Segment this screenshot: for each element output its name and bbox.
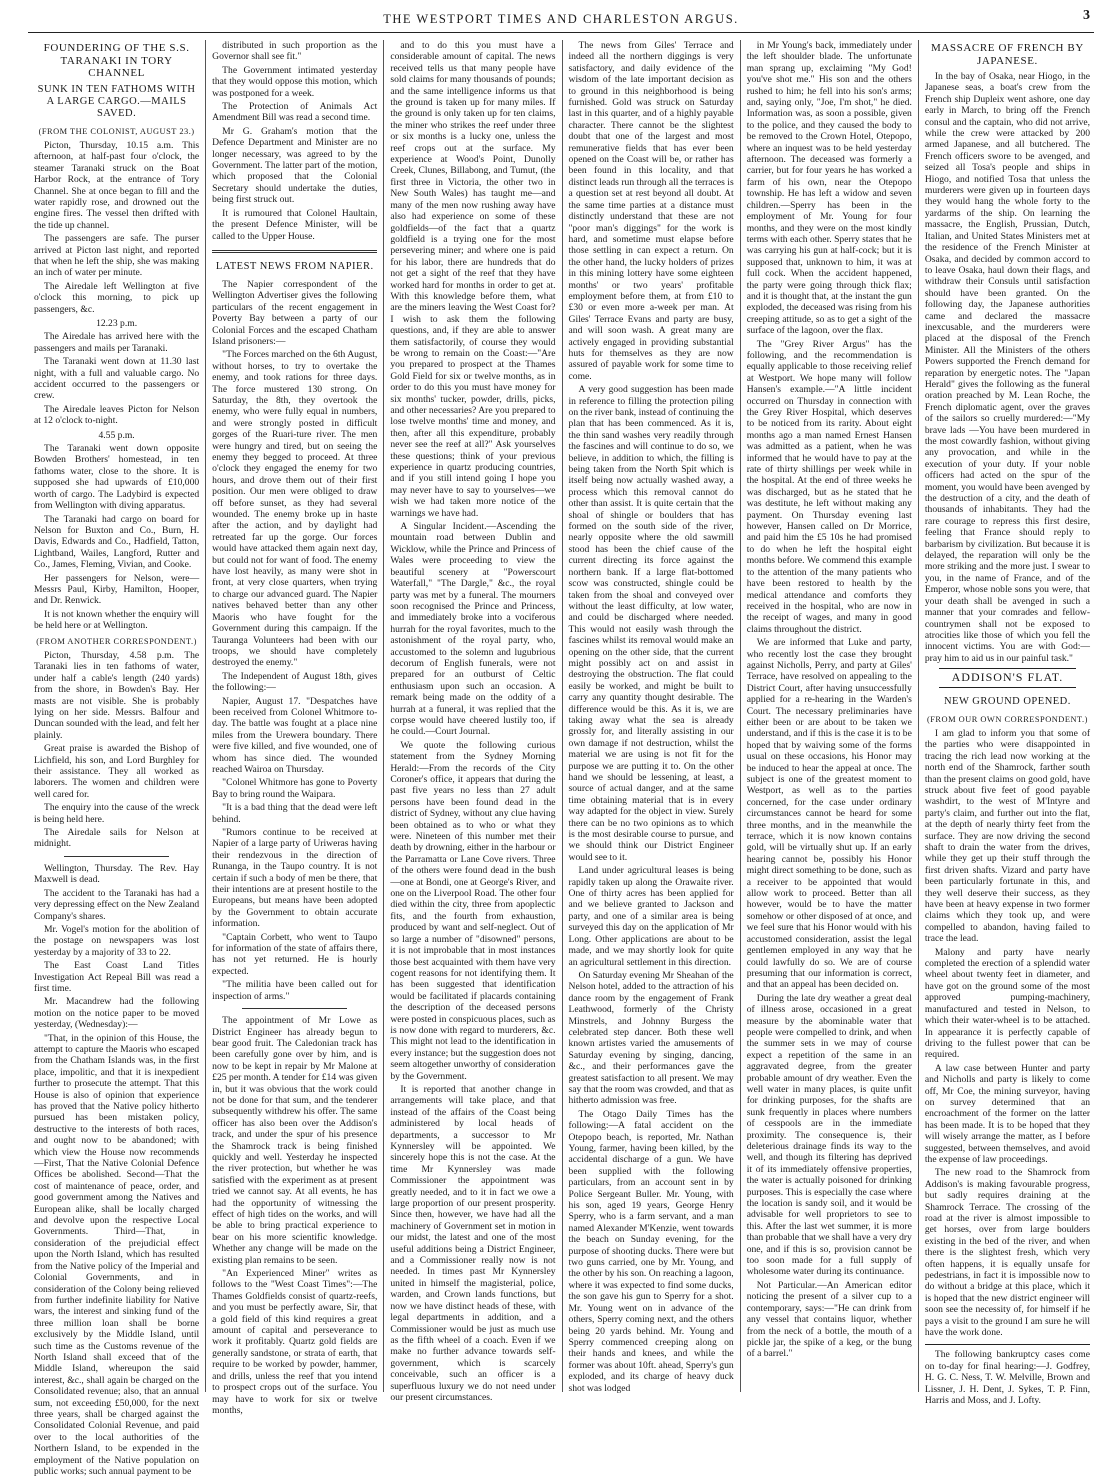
paragraph: The Airedale sails for Nelson at midnight. [34, 827, 200, 850]
column-5 [741, 40, 919, 1392]
paragraph: The Airedale left Wellington at five o'clock this morning, to pick up passengers, &c. [34, 280, 200, 315]
column-2 [206, 40, 384, 1416]
paragraph: The new road to the Shamrock from Addison's is making favourable progress, but sadly requires draining at the Shamrock Terrace. The crossing of the road at the river is almost impossible to get horses, over from large boulders existing in the bed of the river, and when there is the slightest fresh, which very often happens, it is equally unsafe for pedestrians, in fact it is impossible now to do without a bridge at this place, which it is hoped that the new district engineer will soon see the necessity of, for himself if he pays a visit to the ground I am sure he will have the work done. [924, 1167, 1091, 1339]
page-number: 3 [1083, 8, 1090, 23]
paragraph: "The Forces marched on the 6th August, without horses, to try to overtake the enemy, and took rations for three days. The force mustered 130 strong. On Saturday, the 8th, they overtook the enemy, who were fully equal in numbers, and were strongly posted in difficult gorges of the Ruari-ture river. The men were hungry and tired, but on seeing the enemy they begged to proceed. At three o'clock they engaged the enemy for two hours, and drove them out of their first position. Our men were obliged to draw off before sunset, as they had several wounded. The enemy broke up in haste after the action, and by daylight had retreated far up the gorge. Our forces would have attacked them again next day, but could not for want of food. The enemy have lost heavily, as many were shot in front, at very close quarters, when trying to charge our advanced guard. The Napier natives behaved better than any other Maoris who have fought for the Government during this campaign. If the Tauranga Volunteers had been with our troops, we should have completely destroyed the enemy." [212, 349, 378, 669]
paragraph: The Taranaki went down opposite Bowden Brothers' homestead, in ten fathoms water, close to the shore. It is supposed she had upwards of £10,000 worth of cargo. The Ladybird is expected from Wellington with diving apparatus. [34, 443, 200, 512]
article-body [34, 140, 199, 315]
paragraph: The Airedale leaves Picton for Nelson at 12 o'clock to-night. [34, 403, 200, 427]
paragraph: In the bay of Osaka, near Hiogo, in the Japanese seas, a boat's crew from the French ship Dupleix went ashore, one day early in March, to bring off the French consul and the captain, who did not arrive, while the crew were attacked by 200 armed Japanese, and all butchered. The French officers swore to be avenged, and seized all Tosa's people and ships in Hiogo, and notified Tosa that unless the murderers were given up in fourteen days they would hang the whole forty to the yardarms of the ship. On learning the massacre, the English, Prussian, Dutch, Italian, and United States Ministers met at the residence of the French Minister at Osaka, and decided by common accord to to leave Osaka, haul down their flags, and withdraw their Consuls until satisfaction should have been granted. On the following day, the Japanese authorities came and declared the massacre inexcusable, and the murderers were placed at the disposal of the French Minister. All the Ministers of the others Powers supported the French demand for reparation by energetic notes. The "Japan Herald" gives the following as the funeral oration preached by M. Lean Roche, the French diplomatic agent, over the graves of the sailors so cruelly murdered:—"My brave lads —You have been murdered in the most cowardly fashion, without giving any provocation, and while in the execution of your duty. If your noble officers had acted on the spur of the moment, you would have been avenged by the destruction of a city, and the death of thousands of inhabitants. They had the rare courage to repress this first desire, feeling that France should reply to barbarism by civilization. But because it is delayed, the reparation will only be the more striking and the more just. I swear to you, in the name of France, and of the Emperor, whose noble sons you were, that your death shall be avenged in such a manner that your comrades and fellow-countrymen shall not be exposed to atrocities like those of which you fell the innocent victims. You are with God:—pray him to aid us in our painful task." [924, 71, 1091, 664]
paragraph: The Government intimated yesterday that they would oppose this motion, which was postponed for a week. [212, 64, 378, 99]
dateline-own-correspondent: (FROM OUR OWN CORRESPONDENT.) [926, 714, 1088, 724]
subheadline-taranaki: SUNK IN TEN FATHOMS WITH A LARGE CARGO.—MAILS SAVED. [37, 83, 196, 119]
paragraph: "It is a bad thing that the dead were left behind. [212, 802, 378, 825]
paragraph: The Taranaki had cargo on board for Nelson for Buxton and Co., Burn, H. Davis, Edwards and Co., Hadfield, Tatton, Lightband, Wailes, Langford, Rutter and Co., James, Fleming, Vivian, and Cooke. [34, 513, 200, 571]
page-columns [28, 40, 1096, 1477]
bankruptcy-notice [925, 1344, 1090, 1406]
paragraph: It is reported that another change in arrangements will take place, and that instead of the affairs of the Coast being administered by local heads of departments, a successor to Mr Kynnersley will be appointed. We sincerely hope this is not the case. At the time Mr Kynnersley was made Commissioner the appointment was greatly needed, and to it in fact we owe a large proportion of our present prosperity. Since then, however, we have had all the machinery of Government set in motion in our midst, the latest and one of the most useful additions being a District Engineer, and a Commissioner really now is not needed. In times past Mr Kynnersley united in himself the magisterial, police, warden, and Crown lands functions, but now we have distinct heads of these, with legal departments in addition, and a Commissioner would be just as much use as the fifth wheel of a coach. Even if we make no further advance towards self-government, which is scarcely conceivable, such an officer is a superfluous luxury we do not need under our present circumstances. [390, 1083, 556, 1403]
article-body [34, 443, 199, 632]
paragraph: The Airedale has arrived here with the passengers and mails per Taranaki. [34, 331, 200, 354]
paragraph: The Taranaki went down at 11.30 last night, with a full and valuable cargo. No accident occurred to the passengers or crew. [34, 356, 200, 402]
paragraph: and to do this you must have a considerable amount of capital. The news received tells us that many people have sold claims for many thousands of pounds; and the same intelligence informs us that the ground is taken up for many miles. If the ground is only taken up for ten claims, the miner who strikes the reef under three or six months is a lucky one, unless the reef crops out at the surface. My experience at Wood's Point, Dunolly Creek, Clunes, Billabong, and Tumut, (the first three in Victoria, the other two in New South Wales) has taught me—and many of the men now rushing away have also had experience on some of these goldfields—of the fact that a quartz goldfield is a trying one for the most persevering miner; and where one is paid for his labor, there are hundreds that do not get a sight of the reef that they have worked hard for months in order to get at. With this knowledge before them, what are the miners leaving the West Coast for? I wish to ask them the following questions, and, if they are able to answer them satisfactorily, of course they would be wrong to remain on the Coast:—"Are you prepared to prospect at the Thames Gold Field for six or twelve months, as in order to do this you must have money for six months' tucker, powder, drills, picks, and other necessaries? Are you prepared to lose twelve months' time and money, and then, after all this expenditure, probably never see the reef at all?" Ask yourselves these questions; think of your previous experience in quartz producing countries, and if you still intend going I hope you may never have to say to yourselves—we wish we had taken more notice of the warnings we have had. [390, 40, 556, 519]
paragraph: On Saturday evening Mr Sheahan of the Nelson hotel, added to the attraction of his dance room by the engagement of Frank Leathwood, formerly of the Christy Minstrels, and Johnny Burgess the celebrated step dancer. Both these well known artistes varied the amusements of Saturday evening by singing, dancing, &c., and their performances gave the greatest satisfaction to all present. We may say that the room was crowded, and that as hitherto admission was free. [568, 969, 734, 1107]
paragraph: Malony and party have nearly completed the erection of a splendid water wheel about twenty feet in diameter, and have got on the ground some of the most approved pumping-machinery, manufactured and tested in Nelson, to which their water-wheel is to be attached. In appearance it is perfectly capable of driving to the fullest power that can be required. [924, 946, 1091, 1061]
article-body [212, 1015, 377, 1416]
paragraph: Land under agricultural leases is being rapidly taken up along the Orawaite river. One of thirty acres has been applied for and we believe granted to Jackson and party, and one of a similar area is being surveyed this day on the application of Mr Long. Other applications are about to be made, and we may shortly look for quite an agricultural settlement in this direction. [568, 865, 734, 968]
paragraph: The appointment of Mr Lowe as District Engineer has already begun to bear good fruit. The Caledonian track has been carefully gone over by him, and is now to be kept in repair by Mr Malone at £25 per month. A tender for £14 was given in, but it was obvious that the work could not be done for that sum, and the tenderer subsequently withdrew his offer. The same officer has also been over the Addison's track, and under the spur of his presence the Shamrock track is being finished quickly and well. Yesterday he inspected the river protection, but whether he was satisfied with the experiment as at present tried we cannot say. At all events, he has had the opportunity of witnessing the effect of high tides on the works, and will be able to bring practical experience to bear on his more scientific knowledge. Whether any change will be made on the existing plan remains to be seen. [212, 1015, 378, 1266]
paragraph: "Colonel Whitmore has gone to Poverty Bay to bring round the Waipara. [212, 777, 378, 800]
paragraph: The enquiry into the cause of the wreck is being held here. [34, 802, 200, 825]
paragraph: Wellington, Thursday. The Rev. Hay Maxwell is dead. [34, 862, 200, 886]
divider [242, 1008, 347, 1009]
subheadline-new-ground: NEW GROUND OPENED. [943, 695, 1071, 707]
paragraph: I am glad to inform you that some of the parties who were disappointed in tracing the rich lead now working at the north end of the Shamrock, farther south than the present claims on good gold, have struck about five feet of good payable washdirt, to the west of M'Intyre and party's claim, and further out into the flat, at the depth of nearly thirty feet from the surface. They are now driving the second shaft to drain the water from the drives, while they get up their stuff through the first driven shafts. Vizard and party have been particularly fortunate in this, and they well deserve their success, as they have been at heavy expense in two former claims which they took up, and were compelled to abandon, having failed to trace the lead. [924, 727, 1091, 945]
paragraph: "An Experienced Miner" writes as follows to the "West Coast Times":—The Thames Goldfields consist of quartz-reefs, and you must be perfectly aware, Sir, that a gold field of this kind requires a great amount of capital and perseverance to work it profitably. Quartz gold fields are generally sandstone, or strata of earth, that require to be worked by powder, hammer, and drills, unless the reef that you intend to prospect crops out of the surface. You may have to work for six or twelve months, [212, 1268, 378, 1416]
paragraph: The Independent of August 18th, gives the following:— [212, 670, 378, 694]
paragraph: Picton, Thursday, 4.58 p.m. The Taranaki lies in ten fathoms of water, under half a cable's length (240 yards) from the shore, in Bowden's Bay. Her masts are not visible. She is probably lying on her side. Messrs. Balfour and Duncan sounded with the lead, and felt her plainly. [34, 649, 200, 741]
article-body [390, 40, 555, 1403]
article-body [212, 40, 377, 242]
paragraph: The "Grey River Argus" has the following, and the recommendation is equally applicable to those receiving relief at Westport. We hope many will follow Hansen's example.—"A little incident occurred on Thursday in connection with the Grey River Hospital, which deserves to be noticed from its rarity. About eight months ago a man named Ernest Hansen was admitted as a patient, when he was informed that he would have to pay at the rate of thirty shillings per week while in the hospital. At the end of three weeks he was discharged, but as he stated that he was destitute, he left without making any payment. On Thursday evening last however, Hansen called on Dr Morrice, and paid him the £5 10s he had promised to do when he left the hospital eight months before. We commend this example to the attention of the many patients who have been restored to health by the medical attendance and comforts they received in the hospital, who are now in the receipt of wages, and many in good claims throughout the district. [746, 338, 912, 635]
paragraph: "Captain Corbett, who went to Taupo for information of the state of affairs there, has not yet returned. He is hourly expected. [212, 931, 378, 977]
paragraph: We are informed that Luke and party, who recently lost the case they brought against Nicholls, Perry, and party at Giles' Terrace, have resolved on appealing to the District Court, after having unsuccessfully applied for a re-hearing in the Warden's Court. The necessary preliminaries have either been or are about to be taken we understand, and if this is the case it is to be hoped that by waiving some of the forms usual on these occasions, his Honor may be induced to hear the appeal at once. The subject is one of the greatest moment to Westport, as well as to the parties concerned, for the case under ordinary circumstances cannot be heard for some three months, and in the meanwhile the terrace, which it is now known contains gold, will be virtually shut up. If an early hearing cannot be, possibly his Honor might direct something to be done, such as a receiver to be appointed that would allow work to proceed. Better than all however, would be to have the matter somehow or other disposed of at once, and we feel sure that his Honor would with his accustomed consideration, assist the legal gentlemen employed in any way that he could lawfully do so. We are of course presuming that our information is correct, and that an appeal has been decided on. [746, 637, 912, 991]
paragraph: Not Particular.—An American editor noticing the present of a silver cup to a contemporary, says:—"He can drink from any vessel that contains liquor, whether from the neck of a bottle, the mouth of a pickle jar, the spike of a keg, or the bung of a barrel." [746, 1279, 912, 1360]
paragraph: We quote the following curious statement from the Sydney Morning Herald:—From the records of the City Coroner's office, it appears that during the past five years no less than 27 adult persons have been found dead in the district of Sydney, without any clue having been obtained as to who or what they were. Nineteen of this number met their death by drowning, either in the harbour or the Parramatta or Lane Cove rivers. Three of the others were found dead in the bush—one at Bondi, one at George's River, and one on the Liverpool Road. The other four died within the city, three from apoplectic fits, and the fourth from exhaustion, produced by want and self-neglect. Out of so large a number of "disowned" persons, it is not improbable that in most instances those best acquainted with them have very cogent reasons for not identifying them. It has been suggested that identification would be facilitated if placards containing the description of the deceased persons were posted in conspicuous places, such as is now done with regard to murderers, &c. This might not lead to the identification in every instance; but the suggestion does not seem altogether unworthy of consideration by the Government. [390, 739, 556, 1082]
article-body [925, 71, 1090, 664]
column-6 [919, 40, 1096, 1407]
dateline-time: 12.23 p.m. [96, 318, 138, 329]
paragraph: The Napier correspondent of the Wellington Advertiser gives the following particulars of the recent engagement in Poverty Bay between a party of our Colonial Forces and the escaped Chatham Island prisoners:— [212, 278, 378, 347]
article-body [925, 728, 1090, 1339]
divider [64, 856, 169, 857]
paragraph: Mr G. Graham's motion that the Defence Department and Minister are no longer necessary, was agreed to by the Government. The latter part of the motion, which proposed that the Colonial Secretary should undertake the duties, being first struck out. [212, 125, 378, 206]
paragraph: Mr. Vogel's motion for the abolition of the postage on newspapers was lost yesterday by a majority of 33 to 22. [34, 923, 200, 958]
paragraph: distributed in such proportion as the Governor shall see fit." [212, 40, 378, 63]
paragraph: During the late dry weather a great deal of illness arose, occasioned in a great measure by the abominable water that people were compelled to drink, and when the summer sets in we may of course expect a repetition of the same in an aggravated degree, from the greater probable amount of dry weather. Even the well water in many places, is quite unfit for drinking purposes, for the shafts are sunk frequently in places where numbers of cesspools are in the immediate proximity. The consequence is, their deleterious drainage finds its way to the well, and though its filtering has deprived it of its immediately offensive properties, the water is actually poisoned for drinking purposes. This is especially the case where the location is sandy soil, and it would be advisable for well proprietors to see to this. After the last wet summer, it is more than probable that we shall have a very dry one, and if this is so, provision cannot be too soon made for a full supply of wholesome water during its continuance. [746, 992, 912, 1278]
article-body [925, 1349, 1090, 1406]
masthead [28, 6, 1094, 33]
article-body [34, 863, 199, 1477]
paragraph: The following bankruptcy cases come on to-day for final hearing:—J. Godfrey, H. G. C. Ness, T. W. Melville, Brown and Lissner, J. H. Dent, J. Sykes, T. P. Finn, Harris and Moss, and J. Lofty. [924, 1349, 1091, 1407]
paragraph: Great praise is awarded the Bishop of Lichfield, his son, and Lord Burghley for their assistance. They all worked as laborers. The women and children were well cared for. [34, 743, 200, 800]
dateline-time: 4.55 p.m. [98, 429, 135, 441]
paragraph: The Protection of Animals Act Amendment Bill was read a second time. [212, 101, 378, 124]
headline-addisons-flat: ADDISON'S FLAT. [939, 668, 1076, 687]
paragraph: Napier, August 17. "Despatches have been received from Colonel Whitmore to-day. The battle was fought at a place nine miles from the Urewera boundary. There were five killed, and five wounded, one of whom has since died. The wounded reached Wairoa on Thursday. [212, 695, 378, 775]
paragraph: It is rumoured that Colonel Haultain, the present Defence Minister, will be called to the Upper House. [212, 207, 378, 242]
article-body [569, 40, 734, 1394]
column-3 [384, 40, 562, 1403]
paragraph: Her passengers for Nelson, were—Messrs Paul, Kirby, Hamilton, Hooper, and Dr. Renwick. [34, 572, 200, 607]
paragraph: "The militia have been called out for inspection of arms." [212, 979, 378, 1002]
article-body [34, 650, 199, 850]
article-body [212, 279, 377, 1002]
paragraph: Picton, Thursday, 10.15 a.m. This afternoon, at half-past four o'clock, the steamer Taranaki struck on the Boat Harbor Rock, at the entrance of Tory Channel. She at once began to fill and the water rapidly rose, and drowned out the engine fires. The vessel then drifted with the tide up channel. [34, 139, 200, 231]
dateline-colonist: (FROM THE COLONIST, AUGUST 23.) [38, 126, 195, 136]
paragraph: in Mr Young's back, immediately under the left shoulder blade. The unfortunate man sprang up, exclaiming "My God! you've shot me." His son and the others rushed to him; he fell into his son's arms; and, saying only, "Joe, I'm shot," he died. Information was, as soon a possible, given to the police, and they caused the body to be removed to the Crown Hotel, Otepopo, where an inquest was to be held yesterday afternoon. The deceased was formerly a carrier, but for four years he has worked a farm of his own, near the Otepopo township. He has left a widow and seven children.—Sperry has been in the employment of Mr. Young for four months, and they were on the most kindly terms with each other. Sperry states that he was carrying his gun at half-cock; but it is supposed that, unknown to him, it was at full cock. When the accident happened, the party were going through thick flax; and it is thought that, at the instant the gun exploded, the deceased was rising from his creeping attitude, so as to get a sight of the surface of the lagoon, over the flax. [746, 40, 912, 337]
newspaper-title: THE WESTPORT TIMES AND CHARLESTON ARGUS. [383, 12, 739, 26]
paragraph: The Otago Daily Times has the following:—A fatal accident on the Otepopo beach, is reported, Mr. Nathan Young, farmer, having been killed, by the accidental discharge of a gun. We have been supplied with the following particulars, from an account sent in by Police Sergeant Buller. Mr. Young, with his son, aged 19 years, George Henry Sperry, who is a farm servant, and a man named Alexander M'Kenzie, went towards the beach on Sunday evening, for the purpose of shooting ducks. There were but two guns carried, one by Mr. Young, and the other by his son. On reaching a lagoon, where it was expected to find some ducks, the son gave his gun to Sperry for a shot. Mr. Young went on in advance of the others, Sperry coming next, and the others being 20 yards behind. Mr. Young and Sperry commenced creeping along on their hands and knees, and while the former was about 10ft. ahead, Sperry's gun exploded, and its charge of heavy duck shot was lodged [568, 1108, 734, 1394]
paragraph: "That, in the opinion of this House, the attempt to capture the Maoris who escaped from the Chatham Islands was, in the first place, impolitic, and that it is inexpedient further to prosecute the attempt. That this House is also of opinion that experience has proved that the Native policy hitherto pursued has been mistaken policy, destructive to the interests of both races, and ought now to be abandoned; with which view the House now recommends—First, That the Native Colonial Defence Offices be abolished. Second—That the cost of maintenance of peace, order, and good government among the Natives and European alike, shall be locally charged and devolve upon the respective Local Governments. Third—That, in consideration of the prejudicial effect upon the North Island, which has resulted from the Native policy of the Imperial and Colonial Governments, and in consideration of the Colony being relieved from further indefinite liability for Native wars, the interest and sinking fund of the three million loan shall be borne exclusively by the Middle Island, until such time as the Customs revenue of the North Island shall exceed that of the Middle Island, whereupon the said interest, &c., shall again be charged on the Consolidated revenue; also, that an annual sum, not exceeding £50,000, for the next three years, shall be charged against the Consolidated Colonial Revenue, and paid over to the local authorities of the Northern Island, to be expended in the employment of the Native population on public works; such annual payment to be [34, 1032, 200, 1477]
paragraph: The passengers are safe. The purser arrived at Picton last night, and reported that when he left the ship, she was making an inch of water per minute. [34, 233, 200, 279]
paragraph: Mr. Macandrew had the following motion on the notice paper to be moved yesterday, (Wednesday):— [34, 996, 200, 1031]
paragraph: A Singular Incident.—Ascending the mountain road between Dublin and Wicklow, while the Prince and Princess of Wales were proceeding to view the beautiful scenery at "Powerscourt Waterfall," "The Dargle," &c., the royal party was met by a funeral. The mourners soon recognised the Prince and Princess, and immediately broke into a vociferous hurrah for the royal favorites, much to the astonishment of the royal party, who, accustomed to the solemn and lugubrious decorum of English funerals, were not prepared for an outburst of Celtic enthusiasm upon such an occasion. A remark being made on the oddity of a hurrah at a funeral, it was replied that the corpse would have cheered lustily too, if he could.—Court Journal. [390, 521, 556, 738]
column-1 [28, 40, 206, 1477]
column-4 [563, 40, 741, 1392]
article-body [34, 331, 199, 426]
paragraph: It is not known whether the enquiry will be held here or at Wellington. [34, 608, 200, 632]
paragraph: "Rumors continue to be received at Napier of a large party of Uriweras having their rendezvous in the direction of Runanga, in the Taupo country. It is not certain if such a body of men be there, that their intentions are at present hostile to the Europeans, but means have been adopted by the Government to obtain accurate information. [212, 827, 378, 930]
divider [212, 250, 377, 253]
article-body [747, 40, 912, 1360]
headline-napier: LATEST NEWS FROM NAPIER. [215, 260, 374, 272]
headline-massacre: MASSACRE OF FRENCH BY JAPANESE. [931, 42, 1084, 67]
headline-taranaki: FOUNDERING OF THE S.S. TARANAKI IN TORY CHANNEL [43, 42, 190, 79]
paragraph: The East Coast Land Titles Investigation Act Repeal Bill was read a first time. [34, 960, 200, 994]
paragraph: A very good suggestion has been made in reference to filling the protection piling on the river bank, instead of continuing the plan that has been commenced. As it is, the thin sand washes very readily through the fascines and will continue to do so, we believe, in addition to which, the filling is being taken from the North Spit which is itself being now actually washed away, a process which this removal cannot do other than assist. It is quite certain that the shoal of shingle or boulders that has formed on the south side of the river, nearly opposite where the old sawmill stood has been the chief cause of the current directing its force against the northern bank. If a large flat-bottomed scow was constructed, shingle could be taken from the shoal and conveyed over without the least difficulty, at low water, and could be discharged where needed. This would not easily wash through the fascines whilst its removal would make an opening on the other side, that the current might possibly act on and assist in destroying the obstruction. The flat could easily be worked, and might be built to carry any quantity thought desirable. The difference would be this. As it is, we are taking away what the sea is already grossly for, and literally assisting in our own damage if not destruction, whilst the material we are using is not fit for the purpose we are putting it to. On the other hand we should be lessening, at least, a source of actual danger, and at the same time obtaining material that is in every way adapted for the object in view. Surely there can be no two opinions as to which is the most desirable course to pursue, and we should think our District Engineer would see to it. [568, 384, 734, 863]
paragraph: A law case between Hunter and party and Nicholls and party is likely to come off, Mr Coe, the mining surveyor, having on survey determined that an encroachment of the former on the latter has been made. It is to be hoped that they will wisely arrange the matter, as I before suggested, between themselves, and avoid the expense of law proceedings. [924, 1062, 1091, 1165]
paragraph: The accident to the Taranaki has had a very depressing effect on the New Zealand Company's shares. [34, 887, 200, 922]
dateline-correspondent: (FROM ANOTHER CORRESPONDENT.) [36, 636, 197, 646]
paragraph: The news from Giles' Terrace and indeed all the northern diggings is very satisfactory, and daily evidence of the wisdom of the late important decision as to ground in this neighborhood is being furnished. Gold was struck on Saturday last in this quarter, and of a highly payable character. There cannot be the slightest doubt that one of the largest and most remunerative fields that has ever been opened on the Coast will be, or rather has been found in this locality, and that distinct leads run through all the terraces is a question set at rest beyond all doubt. At the same time parties at a distance must distinctly understand that these are not "poor man's diggings" for the work is hard, and sometime must elapse before those settling in can expect a return. On the other hand, the lucky holders of prizes in this mining lottery have some eighteen months' or two years' profitable employment before them, at from £10 to £30 or even more a-week per man. At Giles' Terrace Evans and party are busy, and will soon wash. A great many are actively engaged in providing substantial huts for themselves as they are now assured of payable work for some time to come. [568, 40, 734, 382]
